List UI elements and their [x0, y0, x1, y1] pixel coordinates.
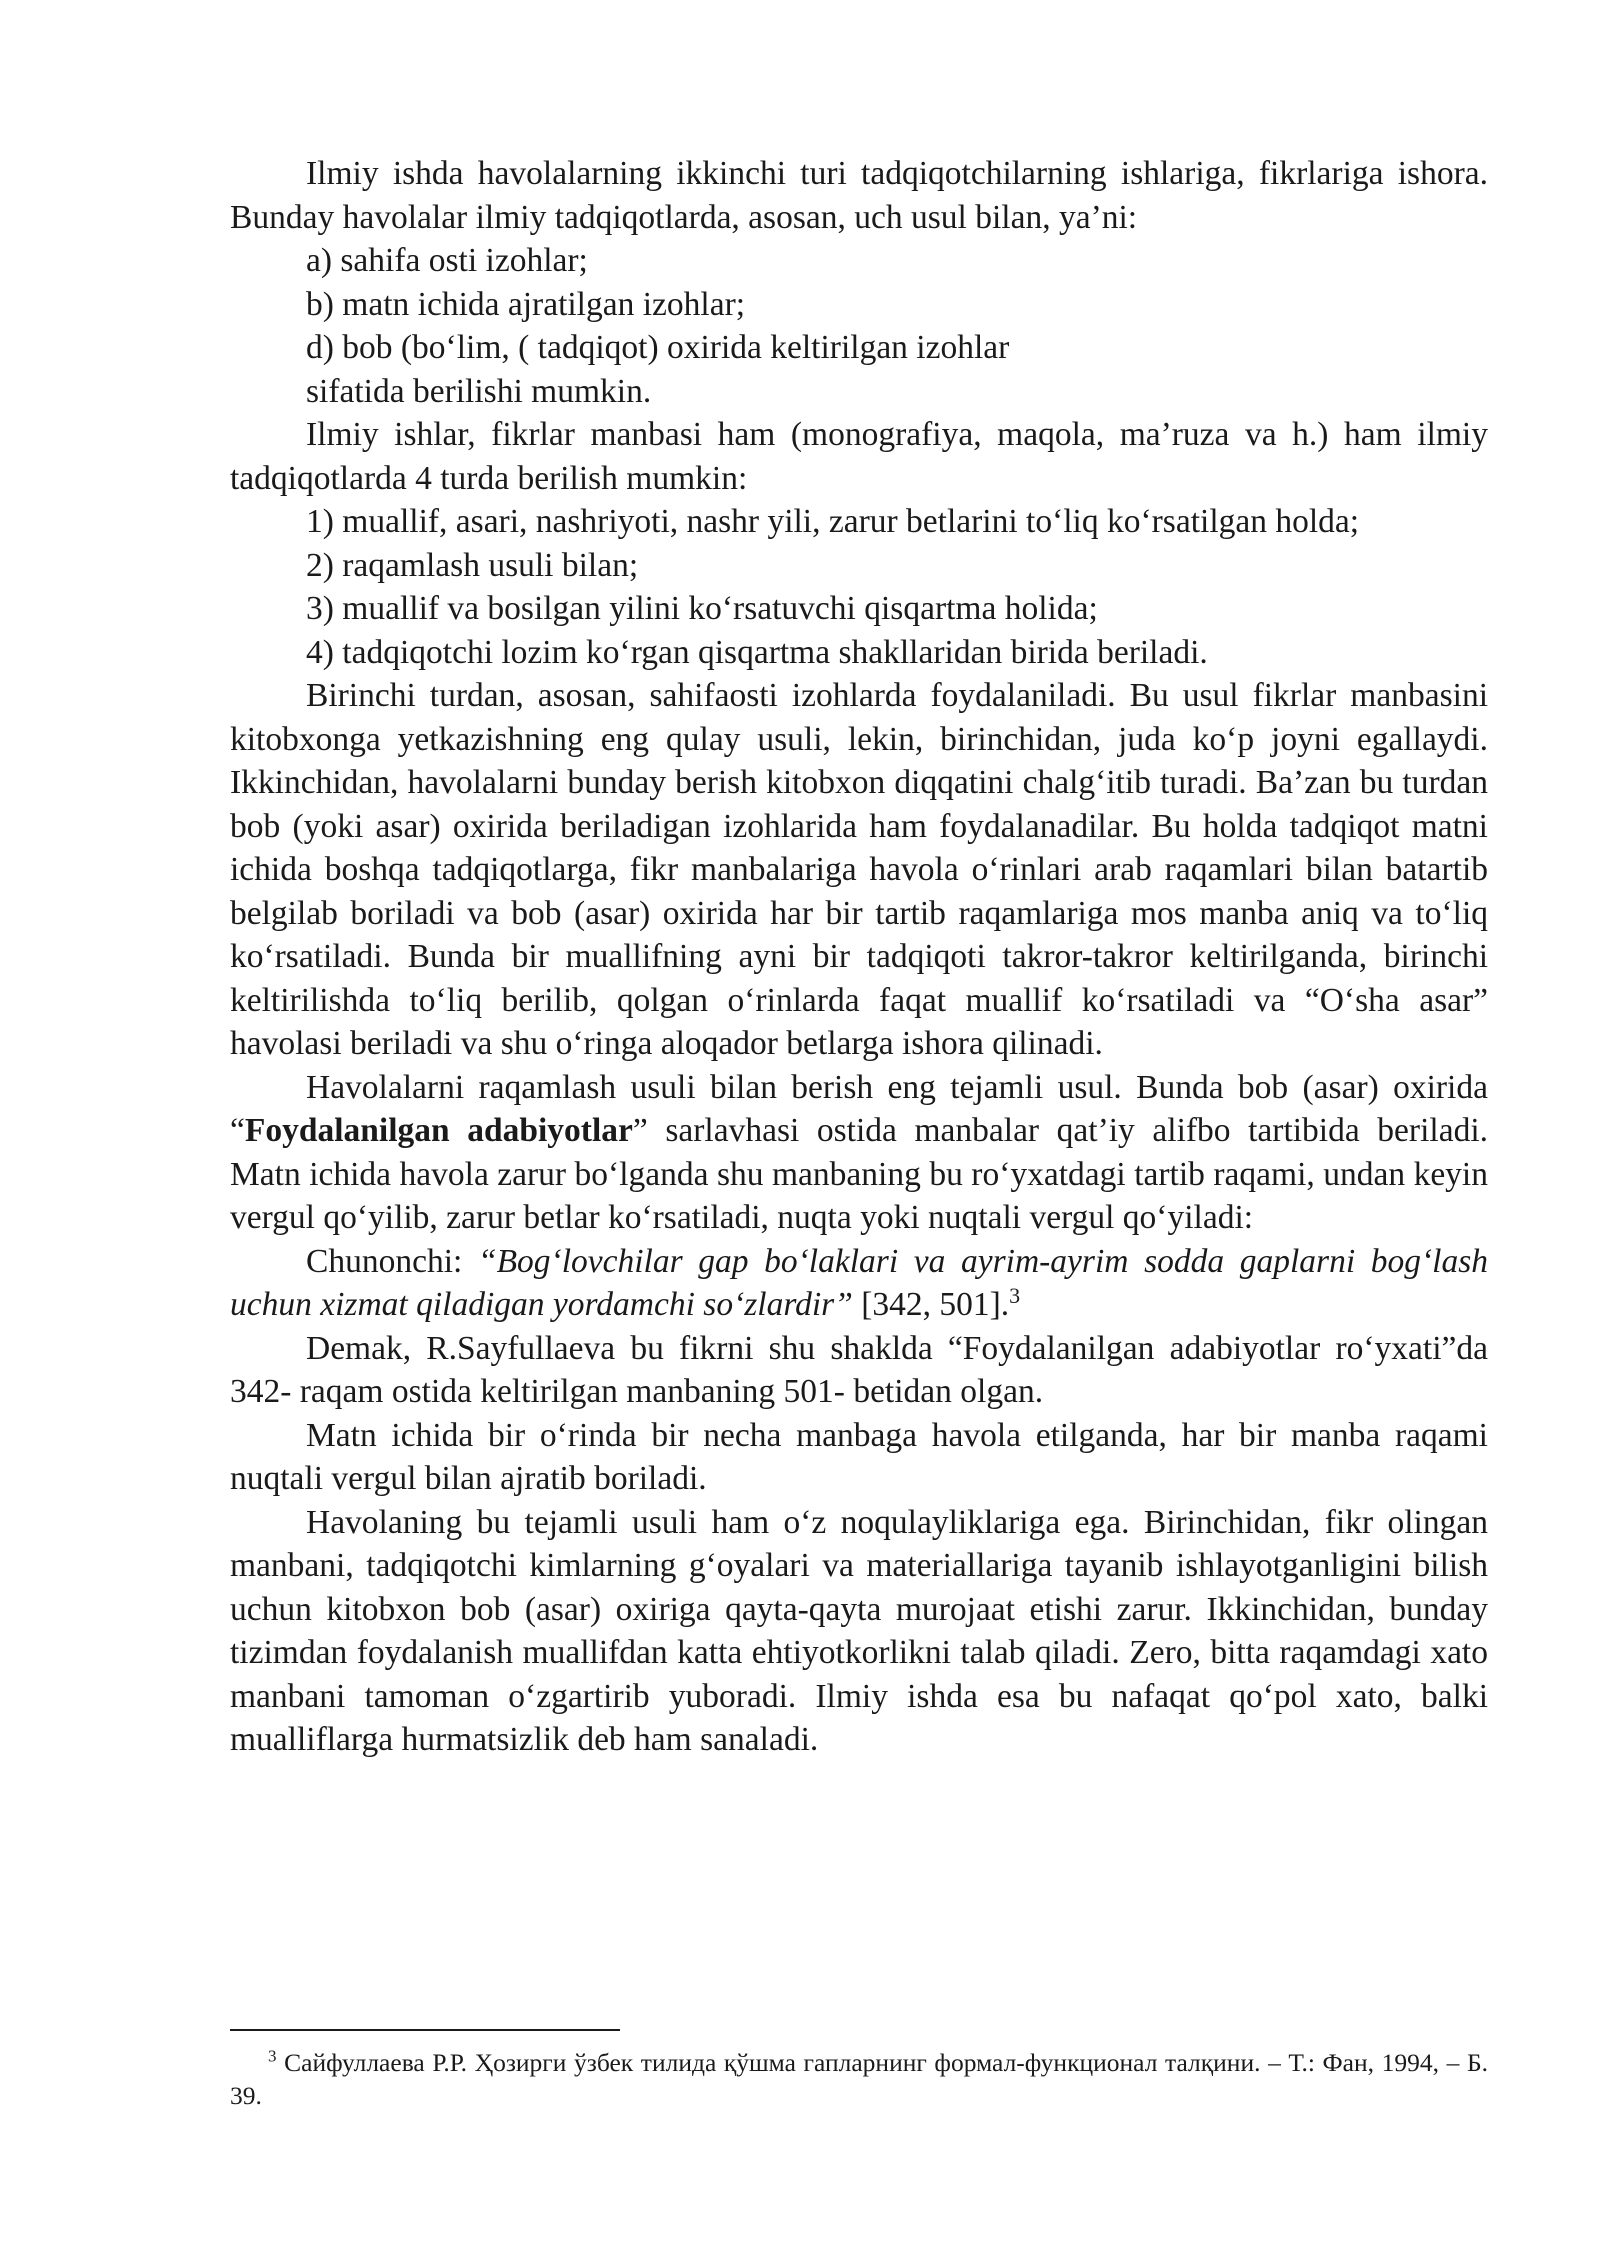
paragraph-text: Havolalarni raqamlash usuli bilan berish eng tejamli usul. Bunda bob (asar) oxirida “ — [230, 1068, 1488, 1149]
paragraph-bir-necha-manba: Matn ichida bir o‘rinda bir necha manbaga havola etilganda, har bir manba raqami nuqtali vergul bilan ajratib boriladi. — [230, 1416, 1488, 1497]
list-item-matn-ichida: b) matn ichida ajratilgan izohlar; — [306, 285, 746, 323]
paragraph-text: Chunonchi: — [306, 1242, 478, 1280]
paragraph-havolalar-intro: Ilmiy ishda havolalarning ikkinchi turi tadqiqotchilarning ishlariga, fikrlariga ishora. Bunday havolalar ilmiy tadqiqotlarda, asosan, uch usul bilan, ya’ni: — [230, 155, 1488, 236]
list-item-3: 3) muallif va bosilgan yilini ko‘rsatuvchi qisqartma holida; — [306, 590, 1098, 627]
footnote-text: Сайфуллаева Р.Р. Ҳозирги ўзбек тилида қўшма гапларнинг формал-функционал талқини. – Т.: Фан, 1994, – Б. 39. — [230, 2048, 1488, 2110]
list-tail-text: sifatida berilishi mumkin. — [306, 372, 652, 410]
footnote-divider — [230, 2029, 620, 2031]
paragraph-raqamlash-usuli — [230, 1066, 1488, 1240]
italic-quote: “Bog‘lovchilar gap bo‘laklari va ayrim-ayrim sodda gaplarni bog‘lash uchun xizmat qiladigan yordamchi so‘zlardir” — [230, 1242, 1488, 1323]
footnote — [230, 2046, 1488, 2112]
document-body — [230, 152, 1488, 1762]
list-item-2: 2) raqamlash usuli bilan; — [306, 546, 639, 584]
paragraph-chunonchi — [230, 1240, 1488, 1327]
list-item-4: 4) tadqiqotchi lozim ko‘rgan qisqartma shakllaridan birida beriladi. — [306, 633, 1208, 671]
bold-term: Foydalanilgan adabiyotlar — [244, 1112, 633, 1149]
list-item-bob-oxirida: d) bob (bo‘lim, ( tadqiqot) oxirida keltirilgan izohlar — [306, 329, 1010, 366]
footnote-number: 3 — [268, 2046, 277, 2066]
paragraph-demak: Demak, R.Sayfullaeva bu fikrni shu shaklda “Foydalanilgan adabiyotlar ro‘yxati”da 342- raqam ostida keltirilgan manbaning 501- betidan olgan. — [230, 1329, 1488, 1410]
paragraph-birinchi-tur: Birinchi turdan, asosan, sahifaosti izohlarda foydalaniladi. Bu usul fikrlar manbasini kitobxonga yetkazishning eng qulay usuli, lekin, birinchidan, juda ko‘p joyni egallaydi. Ikkinchidan, havolalarni bunday berish kitobxon diqqatini chalg‘itib turadi. Ba’zan bu turdan bob (yoki asar) oxirida beriladigan izohlarida ham foydalanadilar. Bu holda tadqiqot matni ichida boshqa tadqiqotlarga, fikr manbalariga havola o‘rinlari arab raqamlari bilan batartib belgilab boriladi va bob (asar) oxirida har bir tartib raqamlariga mos manba aniq va to‘liq ko‘rsatiladi. Bunda bir muallifning ayni bir tadqiqoti takror-takror keltirilganda, birinchi keltirilishda to‘liq berilib, qolgan o‘rinlarda faqat muallif ko‘rsatiladi va “O‘sha asar” havolasi beriladi va shu o‘ringa aloqador betlarga ishora qilinadi. — [230, 677, 1488, 1062]
paragraph-noqulayliklar: Havolaning bu tejamli usuli ham o‘z noqulayliklariga ega. Birinchidan, fikr olingan manbani, tadqiqotchi kimlarning g‘oyalari va materiallariga tayanib ishlayotganligini bilish uchun kitobxon bob (asar) oxiriga qayta-qayta murojaat etishi zarur. Ikkinchidan, bunday tizimdan foydalanish muallifdan katta ehtiyotkorlikni talab qiladi. Zero, bitta raqamdagi xato manbani tamoman o‘zgartirib yuboradi. Ilmiy ishda esa bu nafaqat qo‘pol xato, balki mualliflarga hurmatsizlik deb ham sanaladi. — [230, 1503, 1488, 1758]
footnote-marker[interactable]: 3 — [1009, 1282, 1021, 1308]
citation-reference: [342, 501]. — [852, 1286, 1010, 1323]
paragraph-text: ” sarlavhasi ostida manbalar qat’iy alifbo tartibida beriladi. Matn ichida havola zarur bo‘lganda shu manbaning bu ro‘yxatdagi tartib raqami, undan keyin vergul qo‘yilib, zarur betlar ko‘rsatiladi, nuqta yoki nuqtali vergul qo‘yiladi: — [230, 1112, 1488, 1236]
list-item-sahifa-osti: a) sahifa osti izohlar; — [306, 242, 588, 279]
list-item-1: 1) muallif, asari, nashriyoti, nashr yili, zarur betlarini to‘liq ko‘rsatilgan holda; — [306, 503, 1360, 540]
paragraph-manbalar-turlari: Ilmiy ishlar, fikrlar manbasi ham (monografiya, maqola, ma’ruza va h.) ham ilmiy tadqiqotlarda 4 turda berilish mumkin: — [230, 416, 1488, 497]
